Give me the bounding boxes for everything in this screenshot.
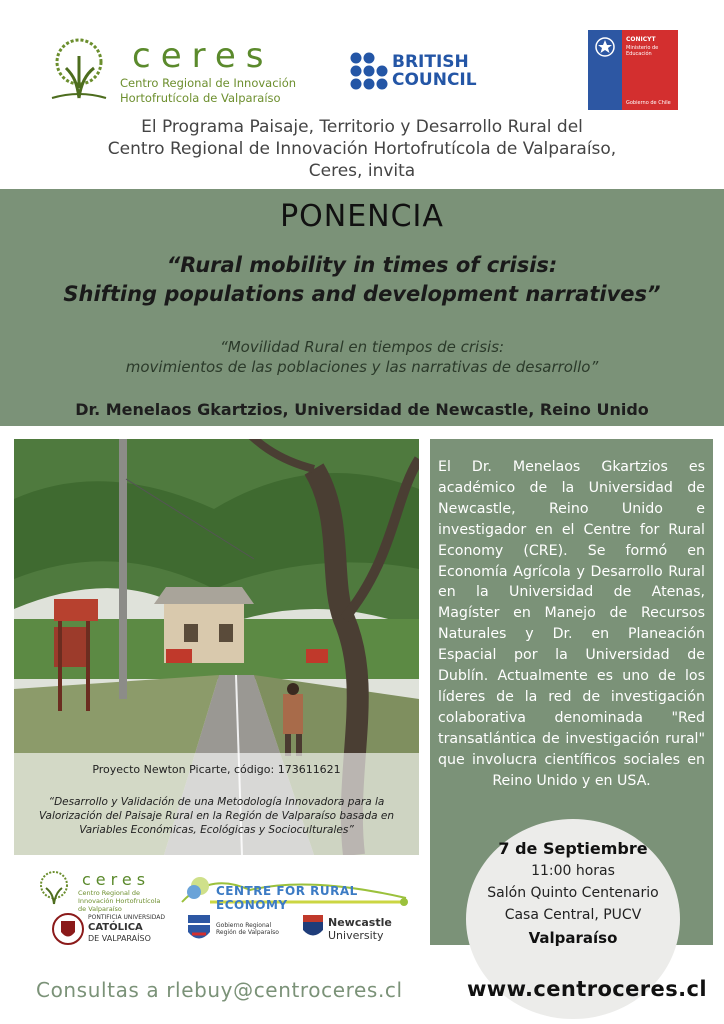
conicyt-ministry: Ministerio de Educación: [626, 45, 659, 57]
ceres-logo: [44, 36, 297, 106]
cre-name: CENTRE FOR RURAL ECONOMY: [216, 884, 358, 912]
ceres-subtitle: Hortofrutícola de Valparaíso: [120, 91, 281, 105]
government-seal-icon: [594, 36, 616, 58]
talk-title-line: movimientos de las poblaciones y las narrativas de desarrollo”: [125, 358, 599, 376]
tree-icon: [44, 38, 114, 102]
event-date: 7 de Septiembre: [498, 839, 648, 858]
pucv-text: PONTIFICIA UNIVERSIDAD: [88, 914, 165, 921]
talk-title-english: [0, 251, 724, 309]
tree-icon: [34, 870, 74, 906]
event-city: Valparaíso: [528, 929, 618, 947]
rural-road-photo: [14, 439, 419, 855]
regional-shield-icon: [186, 912, 212, 946]
partner-logo-newcastle: [302, 912, 412, 946]
pucv-text: DE VALPARAÍSO: [88, 934, 151, 943]
talk-title-spanish: [0, 337, 724, 377]
gore-text: Gobierno Regional Región de Valparaíso: [216, 922, 279, 936]
pucv-text: CATÓLICA: [88, 922, 143, 933]
event-time: 11:00 horas: [531, 863, 615, 879]
invitation-line: Ceres, invita: [308, 161, 416, 181]
contact-email[interactable]: Consultas a rlebuy@centroceres.cl: [36, 978, 403, 1002]
speaker-bio-panel: [430, 439, 713, 945]
partner-logo-ceres: [34, 870, 164, 913]
conicyt-name: CONICYT: [626, 36, 656, 43]
event-venue: Casa Central, PUCV: [504, 907, 642, 923]
partner-logo-cre: [180, 872, 410, 912]
university-shield-icon: [52, 912, 84, 946]
project-title-line: “Desarrollo y Validación de una Metodología Innovadora para la: [48, 796, 385, 808]
british-council-text: COUNCIL: [392, 70, 477, 90]
project-title: [14, 795, 419, 837]
project-title-line: Valorización del Paisaje Rural en la Región de Valparaíso basada en: [39, 810, 394, 822]
british-council-dots-icon: [350, 52, 388, 90]
speaker-bio: El Dr. Menelaos Gkartzios es académico de la Universidad de Newcastle, Reino Unido e investigador en el Centre for Rural Economy (CRE). Se formó en Economía Agrícola y Desarrollo Rural en la Universidad de Atenas, Magíster en Manejo de Recursos Naturales y Dr. en Planeación Espacial por la Universidad de Dublín. Actualmente es uno de los líderes de la red de investigación colaborativa denominada "Red transatlántica de investigación rural" que involucra científicos sociales en Reino Unido y en USA.: [438, 459, 705, 789]
photo-caption: Proyecto Newton Picarte, código: 173611621: [92, 763, 341, 776]
ceres-wordmark: ceres: [132, 36, 274, 76]
newcastle-text: Newcastle: [328, 916, 392, 929]
conicyt-logo: [588, 30, 678, 110]
website-link[interactable]: www.centroceres.cl: [467, 977, 707, 1001]
partner-logo-gore: [186, 912, 286, 946]
ceres-subtitle: Centro Regional de Innovación: [120, 76, 297, 90]
ceres-subtitle: Centro Regional de Innovación Hortofrutícola de Valparaíso: [78, 889, 161, 913]
invitation-line: El Programa Paisaje, Territorio y Desarrollo Rural del: [141, 117, 583, 137]
newcastle-shield-icon: [302, 914, 324, 942]
ceres-wordmark: ceres: [82, 870, 151, 889]
invitation-text: [0, 116, 724, 182]
invitation-line: Centro Regional de Innovación Hortofrutícola de Valparaíso,: [107, 139, 617, 159]
project-title-line: Variables Económicas, Ecológicas y Socioculturales”: [79, 824, 354, 836]
talk-title-line: Shifting populations and development narratives”: [63, 282, 661, 306]
newcastle-text: University: [328, 929, 384, 942]
event-venue: Salón Quinto Centenario: [487, 885, 659, 901]
british-council-logo: [350, 48, 490, 96]
banner-heading: PONENCIA: [280, 199, 444, 234]
talk-title-line: “Rural mobility in times of crisis:: [166, 253, 558, 277]
title-banner: [0, 189, 724, 426]
speaker-name: Dr. Menelaos Gkartzios, Universidad de Newcastle, Reino Unido: [75, 400, 649, 419]
conicyt-government: Gobierno de Chile: [626, 100, 671, 106]
talk-title-line: “Movilidad Rural en tiempos de crisis:: [219, 338, 505, 356]
partner-logo-pucv: [52, 912, 172, 946]
photo-illustration: [14, 439, 419, 855]
british-council-text: BRITISH: [392, 52, 469, 72]
